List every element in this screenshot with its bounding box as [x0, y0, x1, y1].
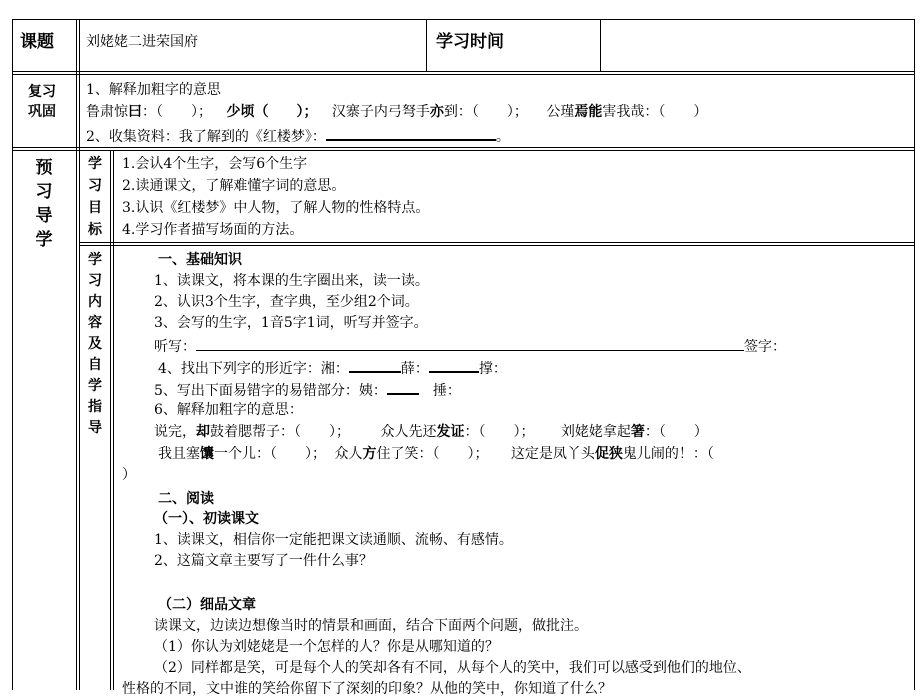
reading-question-2-cont: 性格的不同，文中谁的笑给你留下了深刻的印象？从他的笑中，你知道了什么？: [122, 681, 612, 697]
section-basic-title: 一、基础知识: [158, 252, 242, 268]
review-instruction-1: 1、解释加粗字的意思: [86, 82, 221, 98]
preview-label-1: 预: [35, 158, 53, 178]
reading-question-1: （1）你认为刘姥姥是一个怎样的人？你是从哪知道的？: [154, 639, 499, 655]
goal-item-1: 1.会认4个生字，会写6个生字: [122, 156, 308, 172]
reading-sub1-title: （一）、初读课文: [154, 511, 259, 527]
review-explain-row: 鲁肃惊曰：（ ）； 少顷（ ）； 汉寨子内弓弩手亦到：（ ）； 公瑾焉能害我哉：（ ）: [86, 104, 708, 120]
review-label-line2: 巩固: [28, 104, 56, 120]
basic-line-3: 3、会写的生字，1音5字1词，听写并签字。: [154, 315, 428, 331]
table-col-time-right: [600, 19, 601, 71]
reading-intro: 读课文，边读边想像当时的情景和画面，结合下面两个问题，做批注。: [154, 618, 588, 634]
review-label-line1: 复习: [28, 84, 56, 100]
study-time-label: 学习时间: [436, 32, 504, 52]
preview-label-3: 导: [35, 206, 53, 226]
review-collect-row: 2、收集资料：我了解到的《红楼梦》： 。: [86, 125, 510, 146]
explain-row-2-close: ）: [122, 467, 136, 483]
goal-item-2: 2.读通课文，了解难懂字词的意思。: [122, 178, 346, 194]
goal-item-3: 3.认识《红楼梦》中人物，了解人物的性格特点。: [122, 200, 430, 216]
content-label-2: 习: [88, 273, 102, 289]
content-label-4: 容: [88, 315, 102, 331]
topic-label: 课题: [20, 32, 54, 52]
content-label-3: 内: [88, 294, 102, 310]
goals-label-4: 标: [88, 222, 102, 238]
reading-question-2: （2）同样都是笑，可是每个人的笑却各有不同，从每个人的笑中，我们可以感受到他们的地位、: [154, 660, 751, 676]
explain-row-1: 说完，却鼓着腮帮子：（ ）； 众人先还发证：（ ）； 刘姥姥拿起箸：（ ）: [154, 424, 708, 440]
section-reading-title: 二、阅读: [158, 491, 214, 507]
content-label-9: 导: [88, 420, 102, 436]
table-col-sublabel: [110, 150, 111, 690]
content-label-7: 学: [88, 378, 102, 394]
goals-label-1: 学: [88, 156, 102, 172]
table-border-top: [12, 19, 915, 20]
content-label-6: 自: [88, 357, 102, 373]
table-border-left: [12, 19, 13, 690]
content-label-8: 指: [88, 399, 102, 415]
topic-value: 刘姥姥二进荣国府: [86, 34, 198, 50]
similar-blank-2[interactable]: [429, 357, 479, 373]
basic-line-1: 1、读课文，将本课的生字圈出来，读一读。: [154, 273, 429, 289]
table-col-sublabel2: [113, 150, 114, 690]
similar-chars-row: 4、找出下列字的形近字：湘： 薛： 撑：: [158, 357, 507, 378]
dictation-blank[interactable]: [196, 336, 744, 351]
goal-item-4: 4.学习作者描写场面的方法。: [122, 222, 304, 238]
table-col-label2: [79, 19, 80, 690]
content-label-1: 学: [88, 252, 102, 268]
table-rule-review: [12, 147, 915, 148]
reading-line-2: 2、这篇文章主要写了一件什么事？: [154, 553, 373, 569]
reading-sub2-title: （二）细品文章: [158, 597, 256, 613]
explain-title: 6、解释加粗字的意思：: [154, 402, 303, 418]
table-rule-header: [12, 71, 915, 72]
table-rule-goals: [79, 242, 915, 243]
content-label-5: 及: [88, 336, 102, 352]
similar-blank-1[interactable]: [349, 357, 401, 373]
table-rule-review2: [12, 150, 915, 151]
table-col-time-left: [426, 19, 427, 71]
table-rule-header2: [12, 74, 915, 75]
dictation-row: 听写： 签字：: [154, 336, 786, 356]
goals-label-3: 目: [88, 200, 102, 216]
preview-label-2: 习: [35, 182, 53, 202]
error-chars-row: 5、写出下面易错字的易错部分：姨： 捶：: [154, 379, 461, 400]
basic-line-2: 2、认识3个生字，查字典，至少组2个词。: [154, 294, 419, 310]
explain-row-2: 我且塞馕一个儿：（ ）； 众人方住了笑：（ ）； 这定是凤丫头促狭鬼儿闹的！：（: [158, 446, 714, 462]
error-blank-1[interactable]: [387, 379, 419, 395]
preview-label-4: 学: [35, 230, 53, 250]
table-col-label: [76, 19, 77, 690]
reading-line-1: 1、读课文，相信你一定能把课文读通顺、流畅、有感情。: [154, 532, 513, 548]
goals-label-2: 习: [88, 178, 102, 194]
table-rule-goals2: [79, 245, 915, 246]
table-border-right: [914, 19, 915, 690]
collect-answer-blank[interactable]: [326, 125, 496, 141]
